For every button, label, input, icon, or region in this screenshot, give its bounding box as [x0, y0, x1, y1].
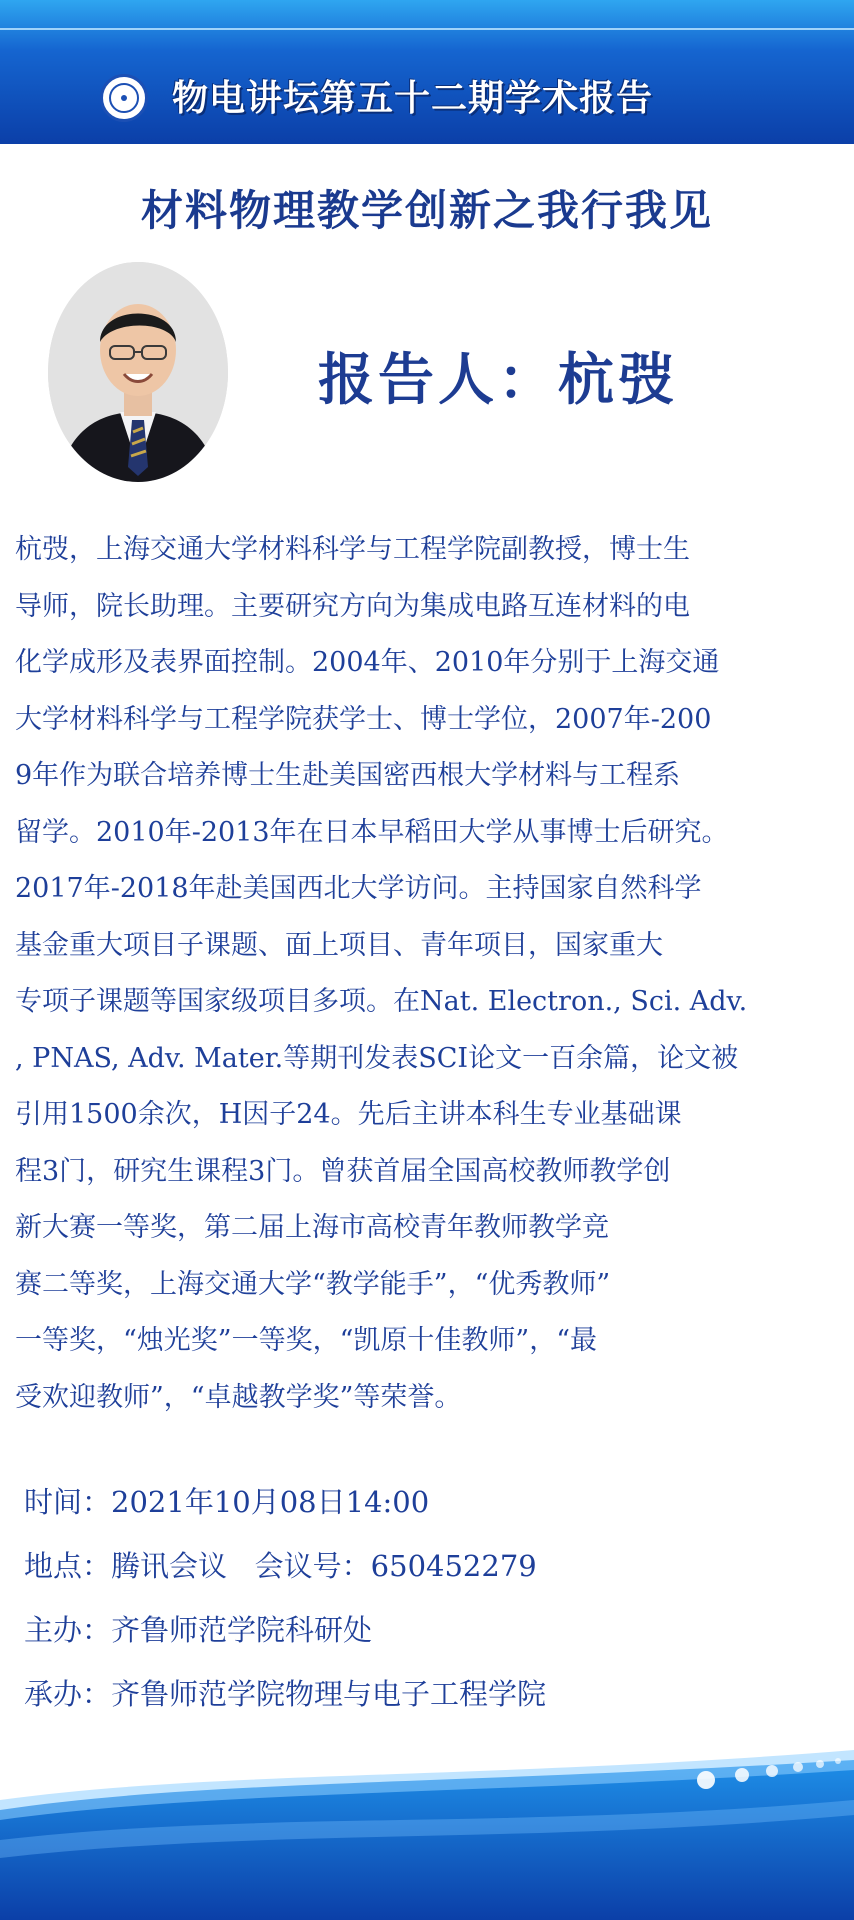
bio-line: 留学。2010年-2013年在日本早稻田大学从事博士后研究。: [15, 816, 729, 848]
bio-line: 受欢迎教师”，“卓越教学奖”等荣誉。: [15, 1381, 462, 1413]
bio-line: 2017年-2018年赴美国西北大学访问。主持国家自然科学: [15, 873, 702, 904]
event-info: [24, 1470, 546, 1726]
footer-wave-decoration: [0, 1740, 854, 1920]
seal-inner-ring: [109, 83, 139, 113]
bio-line: 基金重大项目子课题、面上项目、青年项目，国家重大: [15, 929, 663, 961]
bio-line: 杭弢，上海交通大学材料科学与工程学院副教授，博士生: [15, 534, 690, 565]
event-host: [24, 1598, 546, 1662]
event-place-value: 腾讯会议 会议号：650452279: [111, 1549, 537, 1583]
bio-line: 一等奖，“烛光奖”一等奖，“凯原十佳教师”，“最: [15, 1325, 598, 1356]
event-time-label: 时间：: [24, 1485, 112, 1519]
banner-divider: [0, 28, 854, 30]
event-place: [24, 1534, 546, 1598]
bio-line: 9年作为联合培养博士生赴美国密西根大学材料与工程系: [15, 760, 681, 791]
bio-line: 导师，院长助理。主要研究方向为集成电路互连材料的电: [15, 590, 690, 622]
event-organizer: [24, 1662, 546, 1726]
seal-center-dot: [121, 95, 127, 101]
event-time: [24, 1470, 546, 1534]
lecture-title: 材料物理教学创新之我行我见: [140, 186, 713, 235]
event-organizer-value: 齐鲁师范学院物理与电子工程学院: [111, 1677, 547, 1711]
bio-line: 大学材料科学与工程学院获学士、博士学位，2007年-200: [15, 703, 712, 735]
event-place-label: 地点：: [24, 1549, 112, 1583]
bio-line: 赛二等奖，上海交通大学“教学能手”，“优秀教师”: [15, 1268, 611, 1300]
speaker-heading: [318, 336, 678, 416]
speaker-bio: [15, 522, 845, 1426]
bio-line: 化学成形及表界面控制。2004年、2010年分别于上海交通: [15, 647, 720, 678]
bio-line: 专项子课题等国家级项目多项。在Nat. Electron., Sci. Adv.: [15, 986, 748, 1017]
speaker-portrait-icon: [48, 262, 228, 482]
event-host-value: 齐鲁师范学院科研处: [111, 1613, 373, 1647]
bio-line: 程3门，研究生课程3门。曾获首届全国高校教师教学创: [15, 1155, 671, 1187]
portrait-illustration: [48, 262, 228, 482]
bio-line: 引用1500余次，H因子24。先后主讲本科生专业基础课: [15, 1099, 682, 1130]
event-time-value: 2021年10月08日14:00: [111, 1485, 430, 1519]
event-host-label: 主办：: [24, 1613, 112, 1647]
speaker-label: 报告人：: [318, 348, 558, 413]
bio-line: 新大赛一等奖，第二届上海市高校青年教师教学竞: [15, 1212, 609, 1243]
header-banner: [0, 0, 854, 144]
event-organizer-label: 承办：: [24, 1677, 112, 1711]
speaker-name: 杭弢: [558, 348, 678, 413]
university-seal-icon: [100, 74, 148, 122]
banner-title: 物电讲坛第五十二期学术报告: [172, 78, 654, 119]
bio-line: , PNAS, Adv. Mater.等期刊发表SCI论文一百余篇，论文被: [15, 1042, 739, 1074]
